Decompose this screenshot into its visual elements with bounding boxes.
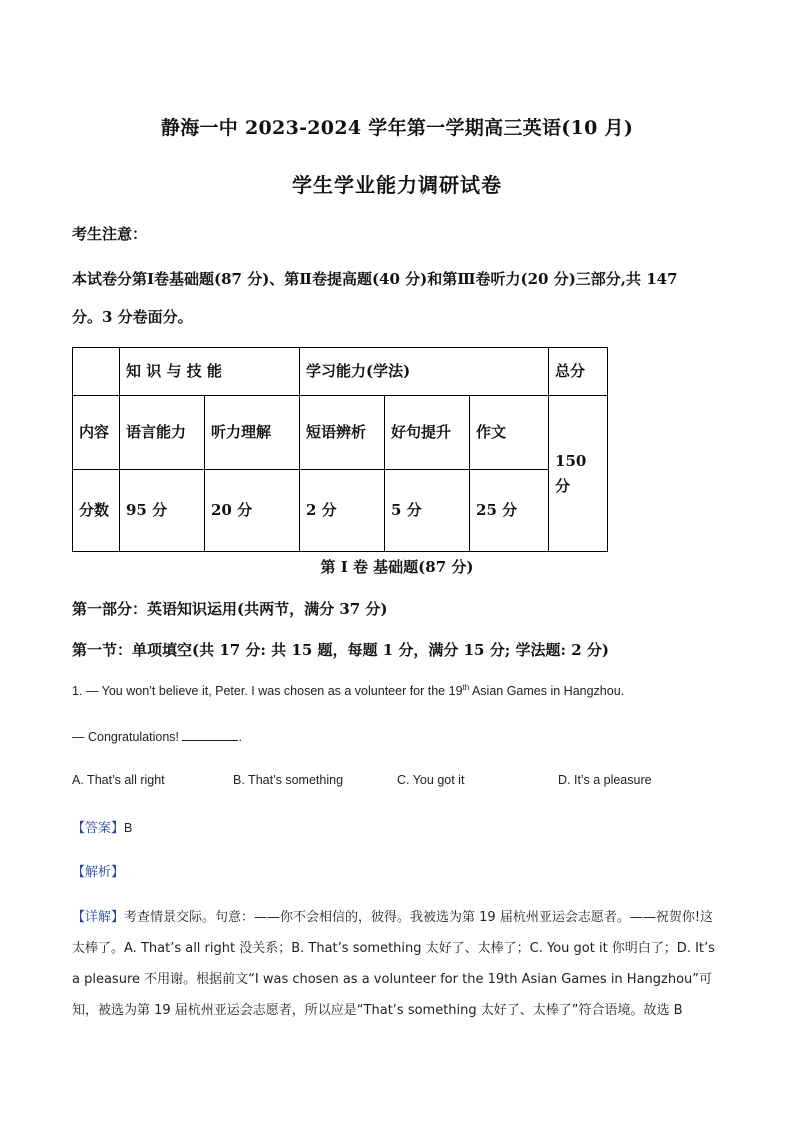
section-1-1-title: 第一节：单项填空(共 17 分: 共 15 题，每题 1 分，满分 15 分; 学法题: 2 分) <box>72 641 609 659</box>
table-header-knowledge: 知 识 与 技 能 <box>120 348 300 396</box>
part-1-title: 第一部分：英语知识运用(共两节，满分 37 分) <box>72 600 388 618</box>
exam-title-line1: 静海一中 2023-2024 学年第一学期高三英语(10 月) <box>160 117 634 139</box>
detail-text-1: 考查情景交际。句意：——你不会相信的，彼得。我被选为第 19 届杭州亚运会志愿者。——祝贺你!这太棒了。 <box>72 910 714 956</box>
table-row-score-label: 分数 <box>73 470 120 552</box>
question-1-prompt <box>72 683 624 698</box>
detail-text-2: A. That’s all right 没关系；B. That’s something 太好了、太棒了；C. You got it 你明白了；D. It’s a pleasure 不用谢。 <box>72 941 715 987</box>
option-c: C. You got it <box>397 773 465 787</box>
detail-paragraph <box>72 902 722 1026</box>
table-cell-language: 语言能力 <box>120 396 205 470</box>
notice-label: 考生注意： <box>72 225 148 243</box>
table-cell-score-phrase: 2 分 <box>300 470 385 552</box>
question-1-prompt-text: 1. — You won’t believe it, Peter. I was chosen as a volunteer for the 19 <box>72 684 463 699</box>
table-header-ability: 学习能力(学法) <box>300 348 549 396</box>
ordinal-suffix: th <box>462 683 470 692</box>
reply-text: — Congratulations! <box>72 730 183 744</box>
table-header-total: 总分 <box>549 348 608 396</box>
table-cell-writing: 作文 <box>470 396 549 470</box>
question-1-reply <box>72 729 242 744</box>
option-d: D. It’s a pleasure <box>558 773 652 787</box>
table-row-content-label: 内容 <box>73 396 120 470</box>
intro-line-2: 分。3 分卷面分。 <box>72 308 193 326</box>
option-b: B. That’s something <box>233 773 344 787</box>
table-cell-score-sentence: 5 分 <box>385 470 470 552</box>
question-1-prompt-end: Asian Games in Hangzhou. <box>469 684 625 699</box>
answer-label: 【答案】 <box>72 821 125 836</box>
reply-end: . <box>238 730 242 744</box>
table-cell-total-value: 150 分 <box>549 396 608 552</box>
option-a: A. That’s all right <box>72 773 165 787</box>
intro-line-1: 本试卷分第Ⅰ卷基础题(87 分)、第Ⅱ卷提高题(40 分)和第Ⅲ卷听力(20 分)三部分,共 147 <box>72 270 678 288</box>
detail-text-3: 根据前文“I was chosen as a volunteer for the 19th Asian Games in Hangzhou”可知，被选为第 19 届杭州亚运会志愿者，所以应是“That’s something 太好了、太棒了”符合语境。故选 B <box>72 972 713 1018</box>
answer-value: B <box>124 821 133 835</box>
exam-title-line2: 学生学业能力调研试卷 <box>292 173 502 197</box>
table-cell-score-writing: 25 分 <box>470 470 549 552</box>
table-cell-score-language: 95 分 <box>120 470 205 552</box>
detail-label: 【详解】 <box>72 910 125 925</box>
table-cell-phrase: 短语辨析 <box>300 396 385 470</box>
table-cell-sentence: 好句提升 <box>385 396 470 470</box>
table-cell-listening: 听力理解 <box>205 396 300 470</box>
answer-line <box>72 817 132 836</box>
score-table <box>72 347 607 551</box>
analysis-label: 【解析】 <box>72 865 125 880</box>
table-cell-score-listening: 20 分 <box>205 470 300 552</box>
table-header-blank <box>73 348 120 396</box>
section-1-title: 第 I 卷 基础题(87 分) <box>320 558 474 576</box>
answer-blank <box>182 729 238 741</box>
